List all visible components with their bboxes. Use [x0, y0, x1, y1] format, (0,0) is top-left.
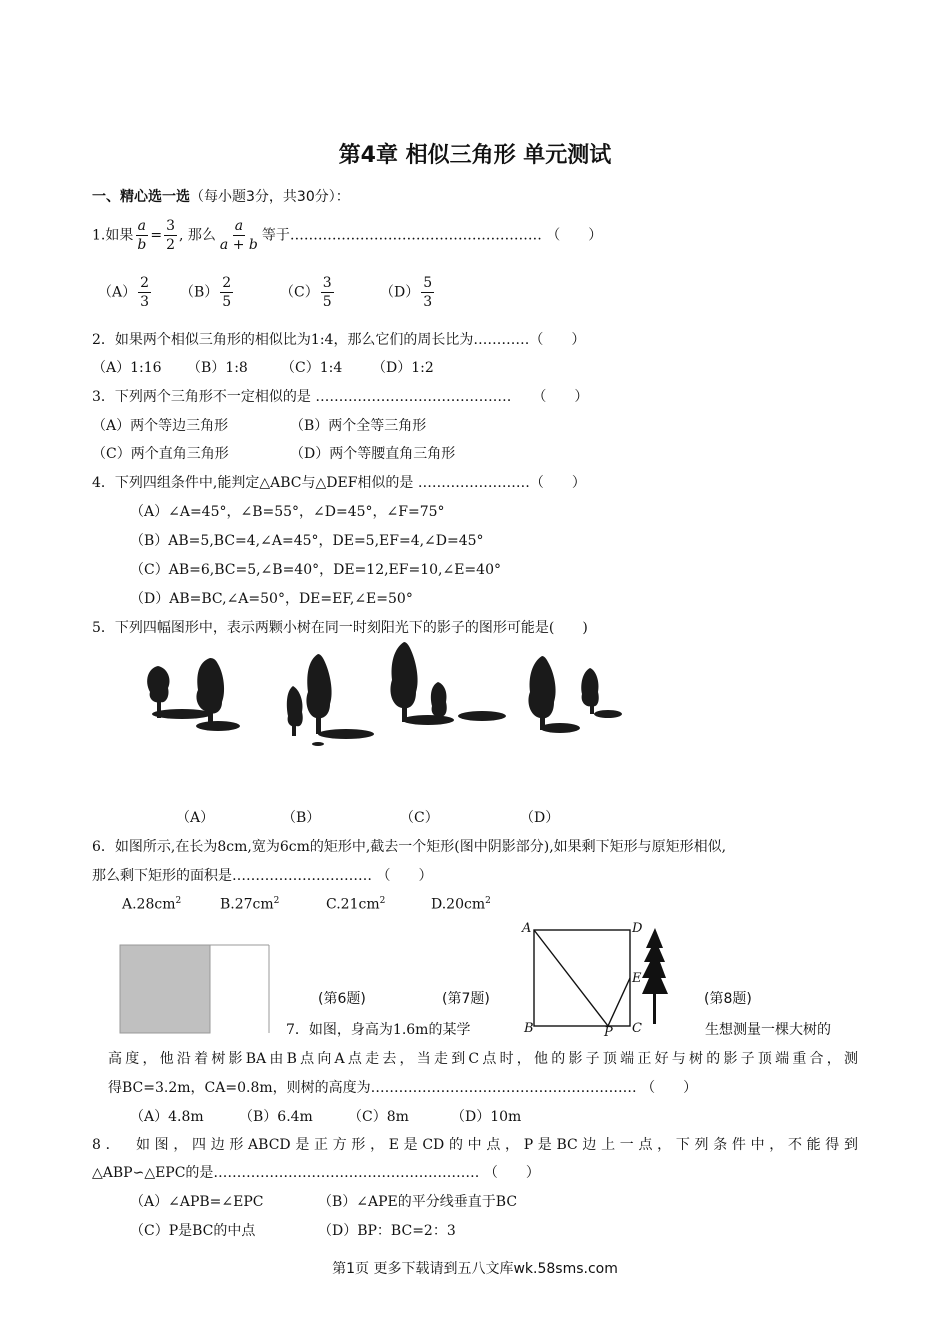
segment-ap	[534, 930, 608, 1026]
label-p: P	[604, 1025, 613, 1036]
q3-option-a: （A）两个等边三角形	[92, 418, 229, 434]
shaded-rectangle	[120, 945, 210, 1033]
label-c: C	[632, 1021, 642, 1036]
label-e: E	[632, 971, 642, 986]
section-note: （每小题3分，共30分）：	[190, 189, 350, 205]
square-figure	[520, 918, 670, 1036]
q6-option-c: $C.21cm^2$	[326, 896, 386, 913]
tree-icon	[642, 928, 668, 1024]
q3-option-d: （D）两个等腰直角三角形	[290, 446, 456, 462]
question-8-line-2: △ABP∽△EPC的是………………………………………………… （ ）	[92, 1165, 540, 1181]
question-7-line-3: 得BC=3.2m，CA=0.8m，则树的高度为………………………………………………… （ ）	[108, 1080, 698, 1096]
q6-option-d: $D.20cm^2$	[431, 896, 491, 913]
tree-figure-c	[390, 642, 506, 725]
q1-option-d: （D） $\frac{5}{3}$	[380, 275, 433, 310]
page-footer: 第1页 更多下载请到五八文库wk.58sms.com	[332, 1261, 618, 1277]
q5-label-d: （D）	[520, 810, 560, 826]
q1-suffix: 等于……………………………………………… （ ）	[261, 227, 603, 244]
question-2: 2．如果两个相似三角形的相似比为1:4，那么它们的周长比为…………（ ）	[92, 332, 586, 348]
tree-figure-d	[528, 656, 622, 733]
q1-fraction-target: $\frac{a}{a + b}$	[219, 218, 258, 253]
question-6-line-2: 那么剩下矩形的面积是………………………… （ ）	[92, 868, 433, 884]
q3-option-c: （C）两个直角三角形	[92, 446, 229, 462]
q7-option-d: （D）10m	[451, 1109, 522, 1125]
section-title: 一、精心选一选	[92, 189, 190, 205]
q6-option-b: $B.27cm^2$	[220, 896, 280, 913]
page-title: 第4章 相似三角形 单元测试	[338, 143, 612, 168]
q1-fraction-a-b: $\frac{a}{b}$	[137, 218, 147, 253]
caption-q6: (第6题)	[318, 991, 366, 1007]
q8-option-d: （D）BP：BC=2：3	[318, 1223, 456, 1239]
q5-label-c: （C）	[400, 810, 439, 826]
q4-option-d: （D）AB=BC,∠A=50°，DE=EF,∠E=50°	[130, 591, 413, 607]
question-6-line-1: 6．如图所示,在长为8cm,宽为6cm的矩形中,截去一个矩形(图中阴影部分),如果剩下矩形与原矩形相似,	[92, 839, 727, 855]
label-d: D	[632, 921, 643, 936]
question-5: 5．下列四幅图形中，表示两颗小树在同一时刻阳光下的影子的图形可能是( )	[92, 620, 588, 636]
q4-option-a: （A）∠A=45°，∠B=55°，∠D=45°，∠F=75°	[130, 504, 445, 520]
q1-option-a: （A） $\frac{2}{3}$	[98, 275, 150, 310]
trees-figure	[118, 636, 628, 752]
q8-option-b: （B）∠APE的平分线垂直于BC	[318, 1194, 518, 1210]
tree-figure-b	[287, 654, 374, 746]
q2-option-a: （A）1:16	[92, 360, 162, 376]
question-1	[92, 217, 602, 254]
question-8-line-1: 8． 如图，四边形ABCD是正方形，E是CD的中点，P是BC边上一点，下列条件中，不能得到	[92, 1137, 858, 1153]
q2-option-c: （C）1:4	[281, 360, 343, 376]
label-a: A	[522, 921, 532, 936]
q7-option-b: （B）6.4m	[239, 1109, 313, 1125]
question-7-line-1b: 生想测量一棵大树的	[705, 1022, 831, 1038]
tree-figure-a	[147, 658, 240, 731]
caption-q8: (第8题)	[704, 991, 752, 1007]
label-b: B	[524, 1021, 534, 1036]
question-7-line-2: 高度，他沿着树影BA由B点向A点走去，当走到C点时，他的影子顶端正好与树的影子顶端重合，测	[108, 1051, 858, 1067]
section-heading	[92, 186, 350, 206]
q1-option-c: （C） $\frac{3}{5}$	[280, 275, 332, 310]
question-7-line-1a: 7．如图，身高为1.6m的某学	[286, 1022, 471, 1038]
q1-mid: , 那么	[178, 227, 216, 244]
square-abcd	[534, 930, 630, 1026]
q1-option-b: （B） $\frac{2}{5}$	[180, 275, 232, 310]
q1-prefix: 1.如果	[92, 227, 134, 244]
q5-label-a: （A）	[176, 810, 215, 826]
q4-option-c: （C）AB=6,BC=5,∠B=40°，DE=12,EF=10,∠E=40°	[130, 562, 501, 578]
q7-option-c: （C）8m	[348, 1109, 409, 1125]
q4-option-b: （B）AB=5,BC=4,∠A=45°，DE=5,EF=4,∠D=45°	[130, 533, 484, 549]
question-4: 4．下列四组条件中,能判定△ABC与△DEF相似的是 ……………………（ ）	[92, 475, 586, 491]
q8-option-a: （A）∠APB=∠EPC	[130, 1194, 264, 1210]
q2-option-d: （D）1:2	[372, 360, 434, 376]
q1-equals: =	[150, 227, 163, 244]
segment-pe	[608, 978, 630, 1026]
q8-option-c: （C）P是BC的中点	[130, 1223, 256, 1239]
q6-option-a: $A.28cm^2$	[122, 896, 182, 913]
rectangle-figure	[119, 944, 271, 1034]
q1-fraction-3-2: $\frac{3}{2}$	[166, 218, 175, 253]
question-3: 3．下列两个三角形不一定相似的是 …………………………………… （ ）	[92, 389, 589, 405]
q7-option-a: （A）4.8m	[130, 1109, 204, 1125]
q5-label-b: （B）	[282, 810, 321, 826]
q3-option-b: （B）两个全等三角形	[290, 418, 427, 434]
q2-option-b: （B）1:8	[187, 360, 248, 376]
caption-q7: (第7题)	[442, 991, 490, 1007]
